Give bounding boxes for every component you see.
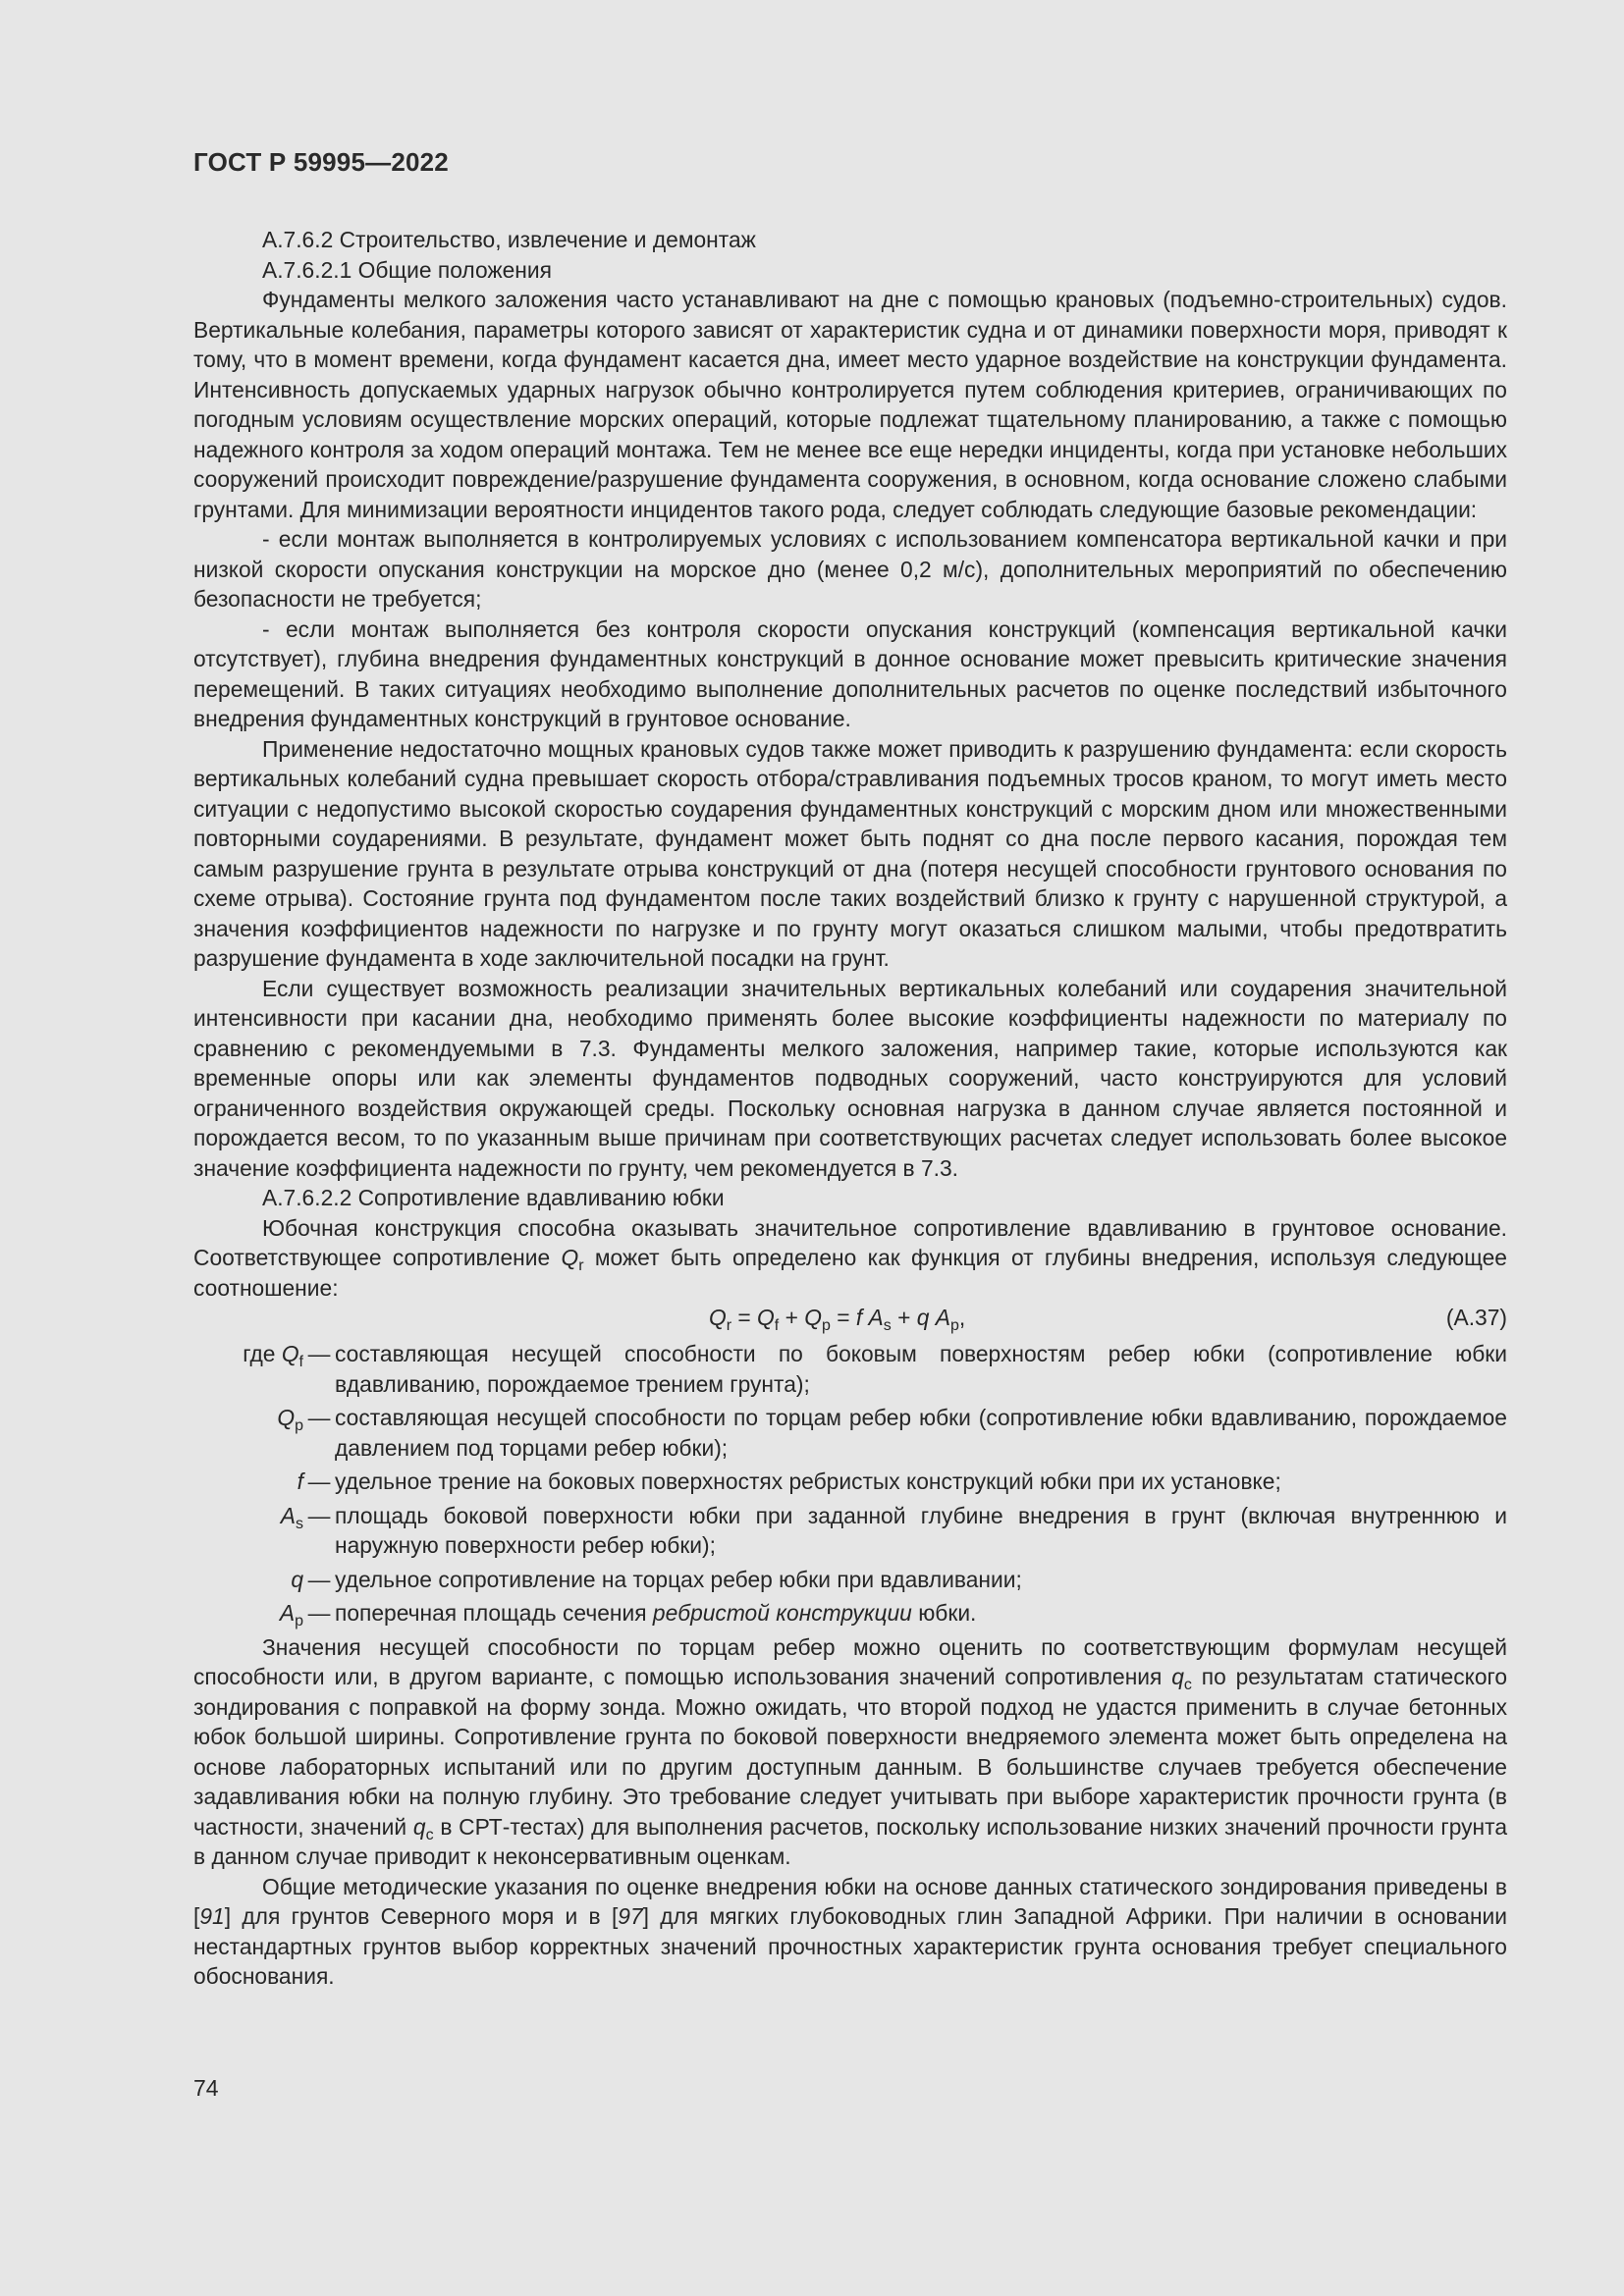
document-header: ГОСТ Р 59995—2022 [193,147,449,177]
definition-item: f — удельное трение на боковых поверхностях ребристых конструкций юбки при их установке; [297,1468,1281,1494]
list-item: - если монтаж выполняется без контроля скорости опускания конструкций (компенсация вертикальной качки отсутствует), глубина внедрения фундаментных конструкций в донное основание может превысить критические значения перемещений. В таких ситуациях необходимо выполнение дополнительных расчетов по оценке последствий избыточного внедрения фундаментных конструкций в грунтовое основание. [193,615,1507,731]
definition-item: $A_p$ — поперечная площадь сечения ребристой конструкции юбки. [279,1600,977,1629]
formula-number: (А.37) [1445,1305,1507,1330]
section-heading-a7-6-2-2: А.7.6.2.2 Сопротивление вдавливанию юбки [262,1185,725,1210]
formula-a37 [193,1303,1507,1335]
definition-item: $A_s$ — площадь боковой поверхности юбки при заданной глубине внедрения в грунт (включая внутреннюю и наружную поверхности ребер юбки); [280,1502,1507,1558]
list-item: - если монтаж выполняется в контролируемых условиях с использованием компенсатора вертикальной качки и при низкой скорости опускания конструкции на морское дно (менее 0,2 м/с), дополнительных мероприятий по обеспечению безопасности не требуется; [193,526,1507,612]
paragraph: Применение недостаточно мощных крановых судов также может приводить к разрушению фундамента: если скорость вертикальных колебаний судна превышает скорость отбора/стравливания подъемных тросов краном, то могут иметь место ситуации с недопустимо высокой скоростью соударения фундаментных конструкций с морским дном или множественными повторными соударениями. В результате, фундамент может быть поднят со дна после первого касания, порождая тем самым разрушение грунта в результате отрыва конструкций от дна (потеря несущей способности грунтового основания по схеме отрыва). Состояние грунта под фундаментом после таких воздействий близко к грунту с нарушенной структурой, а значения коэффициентов надежности по нагрузке и по грунту могут оказаться слишком малыми, чтобы предотвратить разрушение фундамента в ходе заключительной посадки на грунт. [193,735,1507,971]
paragraph: Общие методические указания по оценке внедрения юбки на основе данных статического зондирования приведены в [91] для грунтов Северного моря и в [97] для мягких глубоководных глин Западной Африки. При наличии в основании нестандартных грунтов выбор корректных значений прочностных характеристик грунта основания требует специального обоснования. [193,1873,1508,1989]
paragraph: Юбочная конструкция способна оказывать значительное сопротивление вдавливанию в грунтовое основание. Соответствующее сопротивление $Q_r$ может быть определено как функция от глубины внедрения, используя следующее соотношение: [193,1214,1507,1301]
definition-item: $Q_p$ — составляющая несущей способности по торцам ребер юбки (сопротивление юбки вдавливанию, порождаемое давлением под торцами ребер юбки); [277,1405,1507,1461]
section-heading-a7-6-2: А.7.6.2 Строительство, извлечение и демонтаж [262,227,756,252]
definition-item: q — удельное сопротивление на торцах ребер юбки при вдавливании; [291,1566,1022,1592]
page-number: 74 [193,2075,219,2101]
reference-link: 91 [199,1903,225,1929]
reference-link: 97 [618,1903,643,1929]
paragraph: Если существует возможность реализации значительных вертикальных колебаний или соударения значительной интенсивности при касании дна, необходимо применять более высокие коэффициенты надежности по материалу по сравнению с рекомендуемыми в 7.3. Фундаменты мелкого заложения, например такие, которые используются как временные опоры или как элементы фундаментов подводных сооружений, часто конструируются для условий ограниченного воздействия окружающей среды. Поскольку основная нагрузка в данном случае является постоянной и порождается весом, то по указанным выше причинам при соответствующих расчетах следует использовать более высокое значение коэффициента надежности по грунту, чем рекомендуется в 7.3. [193,975,1507,1181]
paragraph: Фундаменты мелкого заложения часто устанавливают на дне с помощью крановых (подъемно-строительных) судов. Вертикальные колебания, параметры которого зависят от характеристик судна и от динамики поверхности моря, приводят к тому, что в момент времени, когда фундамент касается дна, имеет место ударное воздействие на конструкции фундамента. Интенсивность допускаемых ударных нагрузок обычно контролируется путем соблюдения критериев, ограничивающих по погодным условиям осуществление морских операций, которые подлежат тщательному планированию, а также с помощью надежного контроля за ходом операций монтажа. Тем не менее все еще нередки инциденты, когда при установке небольших сооружений происходит повреждение/разрушение фундамента сооружения, в основном, когда основание сложено слабыми грунтами. Для минимизации вероятности инцидентов такого рода, следует соблюдать следующие базовые рекомендации: [193,287,1507,522]
section-heading-a7-6-2-1: А.7.6.2.1 Общие положения [262,256,552,283]
definition-item: где $Q_f$ — составляющая несущей способности по боковым поверхностям ребер юбки (сопротивление юбки вдавливанию, порождаемое трением грунта); [243,1341,1507,1397]
formula-expression: $Q_r = Q_f + Q_p = f$ $A_s + q$ $A_p$, [709,1305,966,1334]
paragraph: Значения несущей способности по торцам ребер можно оценить по соответствующим формулам несущей способности или, в другом варианте, с помощью использования значений сопротивления $q_c$ по результатам статического зондирования с поправкой на форму зонда. Можно ожидать, что второй подход не удастся применить в случае бетонных юбок большой ширины. Сопротивление грунта по боковой поверхности внедряемого элемента может быть определена на основе лабораторных испытаний или по другим доступным данным. В большинстве случаев требуется обеспечение задавливания юбки на полную глубину. Это требование следует учитывать при выборе характеристик прочности грунта (в частности, значений $q_c$ в СРТ-тестах) для выполнения расчетов, поскольку использование низких значений прочности грунта в данном случае приводит к неконсервативным оценкам. [193,1633,1508,1869]
page-content [193,225,1507,1992]
definitions-list [193,1339,1507,1629]
